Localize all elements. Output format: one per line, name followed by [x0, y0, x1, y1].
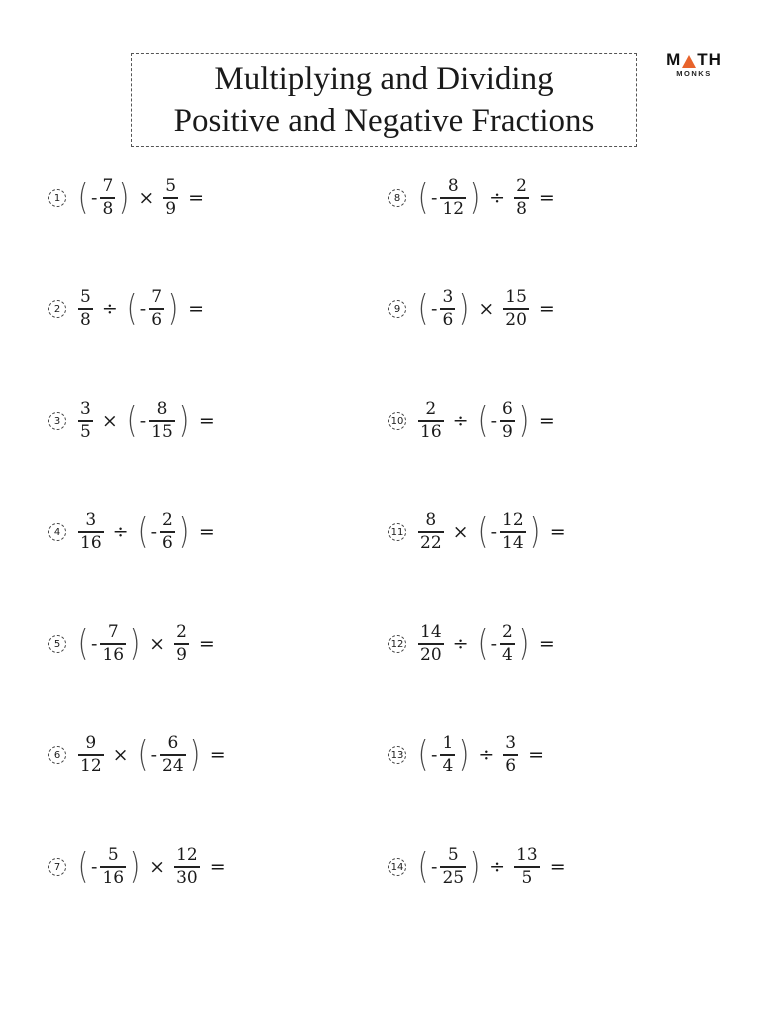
denominator: 8 [102, 198, 114, 219]
numerator: 8 [156, 399, 168, 420]
problem-item [48, 730, 226, 780]
operator: ÷ [489, 856, 506, 878]
right-parenthesis: ) [178, 511, 190, 552]
denominator: 6 [151, 309, 163, 330]
problem-number: 8 [388, 189, 406, 207]
problem-number: 12 [388, 635, 406, 653]
negative-sign: - [490, 410, 498, 432]
problem-item [48, 842, 226, 892]
operand [136, 511, 191, 552]
problem-item [388, 619, 555, 669]
problem-item [48, 173, 204, 223]
left-parenthesis: ( [126, 400, 138, 441]
negative-sign: - [431, 856, 438, 878]
left-parenthesis: ( [477, 511, 488, 552]
left-parenthesis: ( [417, 734, 429, 775]
fraction [160, 734, 186, 775]
operand [416, 400, 446, 441]
left-parenthesis: ( [77, 623, 89, 664]
operator: × [149, 633, 166, 655]
fraction [78, 734, 104, 775]
negative-sign: - [150, 521, 158, 543]
left-parenthesis: ( [417, 846, 429, 887]
problem-number: 4 [48, 523, 66, 541]
fraction [514, 177, 529, 218]
left-parenthesis: ( [477, 400, 488, 441]
problem-item [48, 284, 204, 334]
numerator: 6 [502, 399, 513, 420]
denominator: 15 [151, 421, 173, 442]
right-parenthesis: ) [529, 511, 540, 552]
operand [416, 846, 482, 887]
equals-sign: = [538, 633, 555, 655]
logo-text-left: M [666, 50, 682, 69]
numerator: 13 [516, 845, 538, 866]
problem-number: 13 [388, 746, 406, 764]
problem-item [388, 173, 555, 223]
problem-item [388, 284, 555, 334]
numerator: 12 [176, 845, 198, 866]
worksheet-title-line1: Multiplying and Dividing [214, 61, 554, 97]
denominator: 5 [521, 867, 533, 888]
problem-number: 10 [388, 412, 406, 430]
left-parenthesis: ( [77, 846, 89, 887]
equals-sign: = [538, 410, 555, 432]
problem-number: 5 [48, 635, 66, 653]
numerator: 2 [516, 176, 527, 197]
math-monks-logo [664, 50, 724, 78]
fraction [100, 623, 126, 664]
operand [512, 177, 531, 218]
left-parenthesis: ( [77, 177, 89, 218]
numerator: 5 [447, 845, 459, 866]
fraction [163, 177, 178, 218]
right-parenthesis: ) [178, 400, 190, 441]
numerator: 3 [85, 510, 97, 531]
fraction [149, 400, 175, 441]
operator: ÷ [489, 187, 506, 209]
equals-sign: = [198, 521, 215, 543]
equals-sign: = [198, 633, 215, 655]
fraction [100, 177, 115, 218]
negative-sign: - [431, 744, 438, 766]
denominator: 5 [80, 421, 91, 442]
left-parenthesis: ( [477, 623, 488, 664]
right-parenthesis: ) [129, 623, 141, 664]
problem-item [388, 730, 544, 780]
numerator: 5 [107, 845, 119, 866]
problem-number: 14 [388, 858, 406, 876]
equals-sign: = [209, 856, 226, 878]
operand [172, 846, 202, 887]
denominator: 16 [102, 867, 125, 888]
problem-item [388, 842, 566, 892]
operand [416, 734, 471, 775]
denominator: 16 [420, 421, 442, 442]
fraction [418, 511, 444, 552]
equals-sign: = [549, 856, 566, 878]
numerator: 3 [442, 287, 454, 308]
numerator: 1 [442, 733, 454, 754]
denominator: 20 [505, 309, 527, 330]
fraction [100, 846, 126, 887]
negative-sign: - [490, 633, 498, 655]
negative-sign: - [431, 187, 438, 209]
fraction [500, 511, 526, 552]
equals-sign: = [549, 521, 566, 543]
fraction [500, 623, 515, 664]
left-parenthesis: ( [126, 288, 138, 329]
fraction [514, 846, 540, 887]
denominator: 6 [162, 532, 173, 553]
fraction [78, 400, 93, 441]
numerator: 3 [80, 399, 91, 420]
numerator: 3 [505, 733, 517, 754]
operator: ÷ [101, 298, 118, 320]
operand [76, 734, 106, 775]
denominator: 16 [80, 532, 102, 553]
left-parenthesis: ( [417, 177, 429, 218]
fraction [440, 846, 466, 887]
numerator: 12 [502, 510, 524, 531]
equals-sign: = [209, 744, 226, 766]
denominator: 4 [502, 644, 513, 665]
fraction [174, 623, 189, 664]
problem-number: 1 [48, 189, 66, 207]
negative-sign: - [91, 856, 98, 878]
fraction [503, 288, 529, 329]
worksheet-title-line2: Positive and Negative Fractions [173, 103, 595, 139]
numerator: 14 [420, 622, 442, 643]
operand [416, 288, 471, 329]
right-parenthesis: ) [469, 177, 481, 218]
equals-sign: = [528, 744, 545, 766]
problem-number: 9 [388, 300, 406, 318]
numerator: 2 [176, 622, 187, 643]
operand [501, 734, 520, 775]
denominator: 14 [502, 532, 524, 553]
negative-sign: - [139, 298, 147, 320]
fraction [160, 511, 175, 552]
denominator: 8 [516, 198, 527, 219]
negative-sign: - [490, 521, 498, 543]
left-parenthesis: ( [137, 511, 148, 552]
denominator: 12 [80, 755, 102, 776]
right-parenthesis: ) [518, 400, 530, 441]
right-parenthesis: ) [129, 846, 141, 887]
operator: ÷ [452, 410, 469, 432]
operand [125, 288, 180, 329]
denominator: 16 [102, 644, 125, 665]
fraction [78, 288, 93, 329]
operator: × [478, 298, 495, 320]
negative-sign: - [150, 744, 158, 766]
operand [125, 400, 191, 441]
operand [416, 623, 446, 664]
operand [76, 623, 142, 664]
negative-sign: - [91, 187, 98, 209]
right-parenthesis: ) [119, 177, 130, 218]
right-parenthesis: ) [518, 623, 530, 664]
operator: × [138, 187, 155, 209]
numerator: 5 [80, 287, 91, 308]
numerator: 8 [447, 176, 459, 197]
right-parenthesis: ) [189, 734, 200, 775]
numerator: 6 [167, 733, 179, 754]
numerator: 2 [502, 622, 513, 643]
denominator: 24 [162, 755, 184, 776]
operand [501, 288, 531, 329]
worksheet-title-box [131, 53, 637, 147]
fraction [440, 734, 455, 775]
left-parenthesis: ( [417, 288, 429, 329]
fraction [500, 400, 515, 441]
right-parenthesis: ) [469, 846, 481, 887]
equals-sign: = [538, 298, 555, 320]
problem-item [388, 507, 566, 557]
operand [136, 734, 202, 775]
denominator: 8 [80, 309, 91, 330]
problem-number: 11 [388, 523, 406, 541]
denominator: 6 [505, 755, 517, 776]
operand [161, 177, 180, 218]
problem-number: 3 [48, 412, 66, 430]
denominator: 12 [442, 198, 465, 219]
operator: ÷ [112, 521, 129, 543]
operand [416, 177, 482, 218]
numerator: 15 [505, 287, 527, 308]
fraction [503, 734, 518, 775]
logo-subtext: MONKS [676, 69, 712, 78]
numerator: 8 [425, 510, 437, 531]
numerator: 9 [85, 733, 97, 754]
operand [476, 400, 531, 441]
operand [476, 511, 542, 552]
numerator: 7 [102, 176, 114, 197]
operator: ÷ [478, 744, 495, 766]
equals-sign: = [188, 187, 205, 209]
fraction [418, 623, 444, 664]
problem-number: 6 [48, 746, 66, 764]
triangle-icon [682, 55, 696, 68]
fraction [149, 288, 164, 329]
fraction [440, 288, 455, 329]
problem-number: 2 [48, 300, 66, 318]
denominator: 6 [442, 309, 454, 330]
operator: ÷ [452, 633, 469, 655]
fraction [174, 846, 200, 887]
right-parenthesis: ) [459, 288, 470, 329]
fraction [418, 400, 444, 441]
numerator: 7 [151, 287, 163, 308]
denominator: 22 [420, 532, 442, 553]
denominator: 4 [442, 755, 454, 776]
negative-sign: - [139, 410, 147, 432]
operand [76, 846, 142, 887]
operator: × [149, 856, 166, 878]
logo-text-right: TH [697, 50, 722, 69]
denominator: 25 [442, 867, 465, 888]
denominator: 9 [165, 198, 177, 219]
operator: × [101, 410, 118, 432]
operator: × [452, 521, 469, 543]
denominator: 9 [502, 421, 513, 442]
negative-sign: - [91, 633, 98, 655]
denominator: 30 [176, 867, 198, 888]
operand [76, 177, 131, 218]
operand [76, 400, 95, 441]
numerator: 7 [107, 622, 119, 643]
denominator: 20 [420, 644, 442, 665]
fraction [78, 511, 104, 552]
operand [416, 511, 446, 552]
problem-item [48, 619, 215, 669]
numerator: 2 [425, 399, 437, 420]
operand [76, 288, 95, 329]
operand [76, 511, 106, 552]
operand [172, 623, 191, 664]
equals-sign: = [198, 410, 215, 432]
operator: × [112, 744, 129, 766]
numerator: 5 [165, 176, 177, 197]
right-parenthesis: ) [459, 734, 470, 775]
denominator: 9 [176, 644, 187, 665]
operand [476, 623, 531, 664]
problem-item [388, 396, 555, 446]
right-parenthesis: ) [167, 288, 179, 329]
negative-sign: - [431, 298, 438, 320]
problem-number: 7 [48, 858, 66, 876]
equals-sign: = [538, 187, 555, 209]
numerator: 2 [162, 510, 173, 531]
equals-sign: = [188, 298, 205, 320]
problem-item [48, 507, 215, 557]
problem-item [48, 396, 215, 446]
left-parenthesis: ( [137, 734, 148, 775]
fraction [440, 177, 466, 218]
operand [512, 846, 542, 887]
